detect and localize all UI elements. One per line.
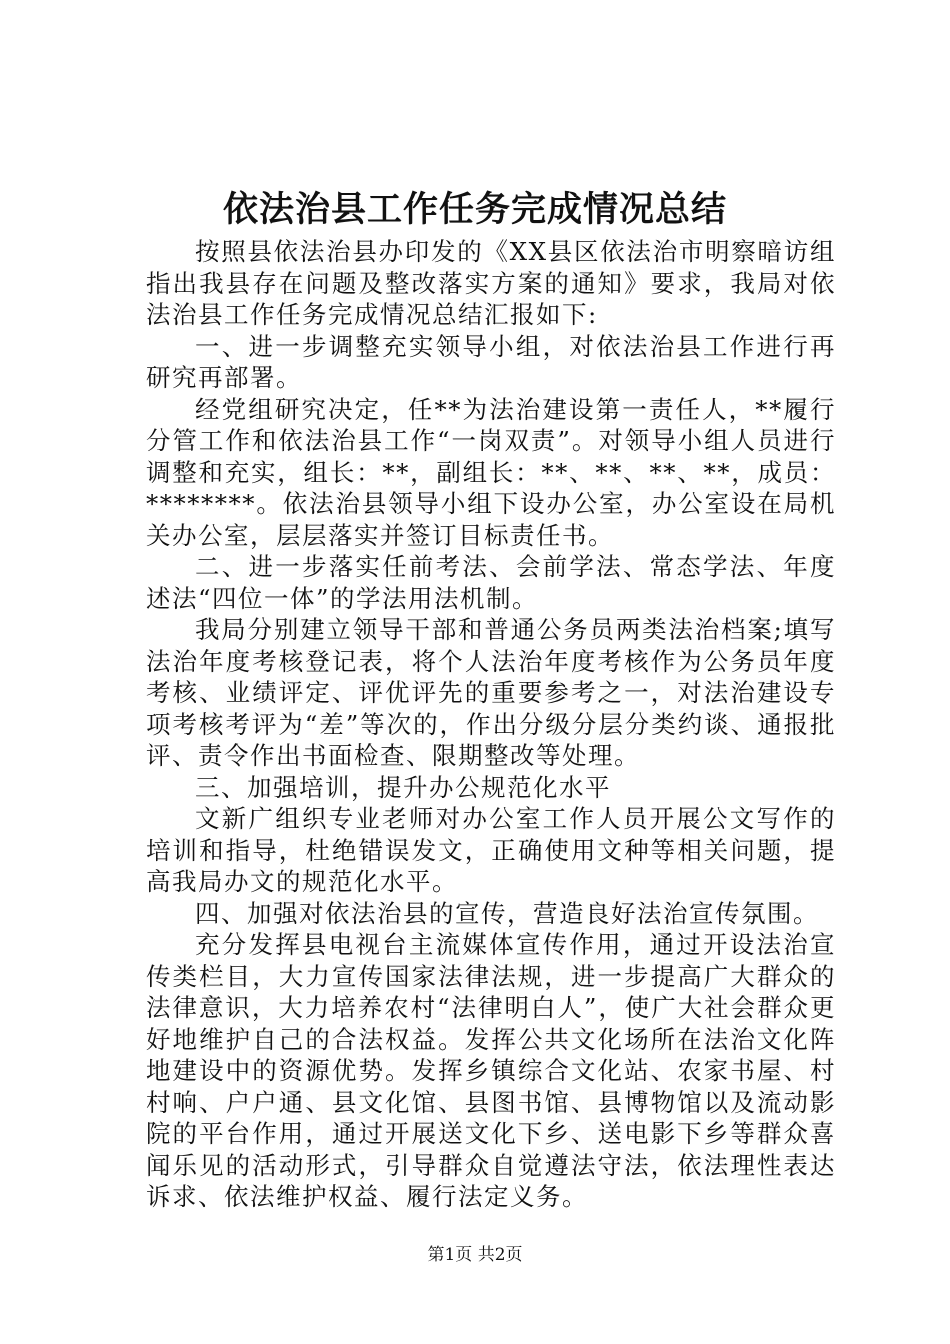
section-heading-3: 三、加强培训，提升办公规范化水平: [195, 772, 611, 802]
section-heading-4: 四、加强对依法治县的宣传，营造良好法治宣传氛围。: [195, 898, 819, 928]
page-number-footer: 第1页 共2页: [427, 1245, 523, 1265]
paragraph-section-1: 经党组研究决定，任**为法治建设第一责任人，**履行分管工作和依法治县工作“一岗双责”。对领导小组人员进行调整和充实，组长：**，副组长：**、**、**、**，成员：********。依法治县领导小组下设办公室，办公室设在局机关办公室，层层落实并签订目标责任书。: [146, 394, 836, 550]
document-title: 依法治县工作任务完成情况总结: [222, 189, 727, 230]
paragraph-section-3: 文新广组织专业老师对办公室工作人员开展公文写作的培训和指导，杜绝错误发文，正确使用文种等相关问题，提高我局办文的规范化水平。: [146, 804, 836, 896]
section-heading-2: 二、进一步落实任前考法、会前学法、常态学法、年度述法“四位一体”的学法用法机制。: [146, 552, 836, 613]
paragraph-intro: 按照县依法治县办印发的《XX县区依法治市明察暗访组指出我县存在问题及整改落实方案的通知》要求，我局对依法治县工作任务完成情况总结汇报如下:: [146, 237, 836, 329]
document-body: [146, 236, 836, 1213]
paragraph-section-2: 我局分别建立领导干部和普通公务员两类法治档案;填写法治年度考核登记表，将个人法治年度考核作为公务员年度考核、业绩评定、评优评先的重要参考之一，对法治建设专项考核考评为“差”等次的，作出分级分层分类约谈、通报批评、责令作出书面检查、限期整改等处理。: [146, 615, 836, 770]
section-heading-1: 一、进一步调整充实领导小组，对依法治县工作进行再研究再部署。: [146, 331, 836, 392]
paragraph-section-4: 充分发挥县电视台主流媒体宣传作用，通过开设法治宣传类栏目，大力宣传国家法律法规，进一步提高广大群众的法律意识，大力培养农村“法律明白人”，使广大社会群众更好地维护自己的合法权益。发挥公共文化场所在法治文化阵地建设中的资源优势。发挥乡镇综合文化站、农家书屋、村村响、户户通、县文化馆、县图书馆、县博物馆以及流动影院的平台作用，通过开展送文化下乡、送电影下乡等群众喜闻乐见的活动形式，引导群众自觉遵法守法，依法理性表达诉求、依法维护权益、履行法定义务。: [146, 930, 836, 1211]
